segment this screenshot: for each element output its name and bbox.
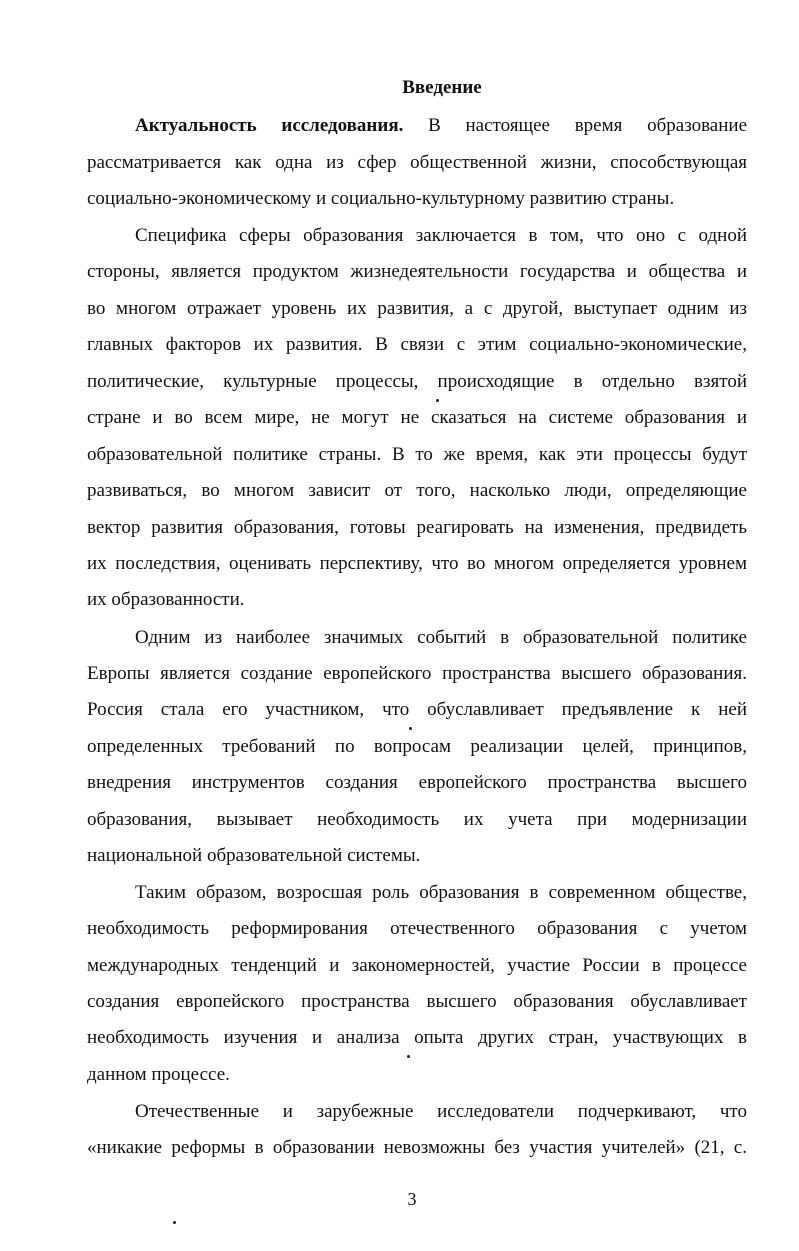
page-number: 3	[407, 1189, 417, 1209]
paragraph-line: международных тенденций и закономерностей, участие России в процессе	[87, 955, 747, 976]
paragraph-line	[135, 114, 747, 138]
paragraph-line: Специфика сферы образования заключается в том, что оно с одной	[135, 225, 747, 246]
paragraph-line: внедрения инструментов создания европейского пространства высшего	[87, 772, 747, 793]
paragraph-line: Россия стала его участником, что обуславливает предъявление к ней	[87, 699, 747, 720]
scan-speck	[436, 399, 439, 402]
paragraph-line: необходимость реформирования отечественного образования с учетом	[87, 918, 747, 939]
paragraph-line: их образованности.	[87, 589, 245, 610]
paragraph-line: данном процессе.	[87, 1064, 230, 1085]
paragraph-line: Таким образом, возросшая роль образования в современном обществе,	[135, 882, 747, 903]
paragraph-line: национальной образовательной системы.	[87, 845, 421, 866]
scan-speck	[409, 727, 412, 730]
paragraph-line: развиваться, во многом зависит от того, насколько люди, определяющие	[87, 480, 747, 501]
paragraph-line: Отечественные и зарубежные исследователи подчеркивают, что	[135, 1101, 747, 1122]
paragraph-line: главных факторов их развития. В связи с этим социально-экономические,	[87, 334, 747, 355]
paragraph-line: их последствия, оценивать перспективу, что во многом определяется уровнем	[87, 553, 747, 574]
paragraph-line: политические, культурные процессы, происходящие в отдельно взятой	[87, 371, 747, 392]
paragraph-line: стране и во всем мире, не могут не сказаться на системе образования и	[87, 407, 747, 428]
scan-speck	[173, 1221, 176, 1224]
paragraph-line: определенных требований по вопросам реализации целей, принципов,	[87, 736, 747, 757]
paragraph-line: образования, вызывает необходимость их учета при модернизации	[87, 809, 747, 830]
paragraph-line: образовательной политике страны. В то же время, как эти процессы будут	[87, 444, 747, 465]
lead-phrase: Актуальность исследования.	[135, 115, 404, 136]
paragraph-line: стороны, является продуктом жизнедеятельности государства и общества и	[87, 261, 747, 282]
paragraph-line: социально-экономическому и социально-культурному развитию страны.	[87, 188, 675, 209]
paragraph-line: Европы является создание европейского пространства высшего образования.	[87, 663, 747, 684]
paragraph-line: создания европейского пространства высшего образования обуславливает	[87, 991, 747, 1012]
paragraph-line: вектор развития образования, готовы реагировать на изменения, предвидеть	[87, 517, 747, 538]
paragraph-line: рассматривается как одна из сфер общественной жизни, способствующая	[87, 152, 747, 173]
paragraph-line: «никакие реформы в образовании невозможны без участия учителей» (21, с.	[87, 1137, 747, 1158]
paragraph-line: во многом отражает уровень их развития, а с другой, выступает одним из	[87, 298, 747, 319]
paragraph-line: Одним из наиболее значимых событий в образовательной политике	[135, 627, 747, 648]
scan-speck	[407, 1055, 410, 1058]
paragraph-line: необходимость изучения и анализа опыта других стран, участвующих в	[87, 1027, 747, 1048]
page-title: Введение	[402, 77, 482, 98]
paragraph-text: В настоящее время образование	[428, 115, 748, 136]
